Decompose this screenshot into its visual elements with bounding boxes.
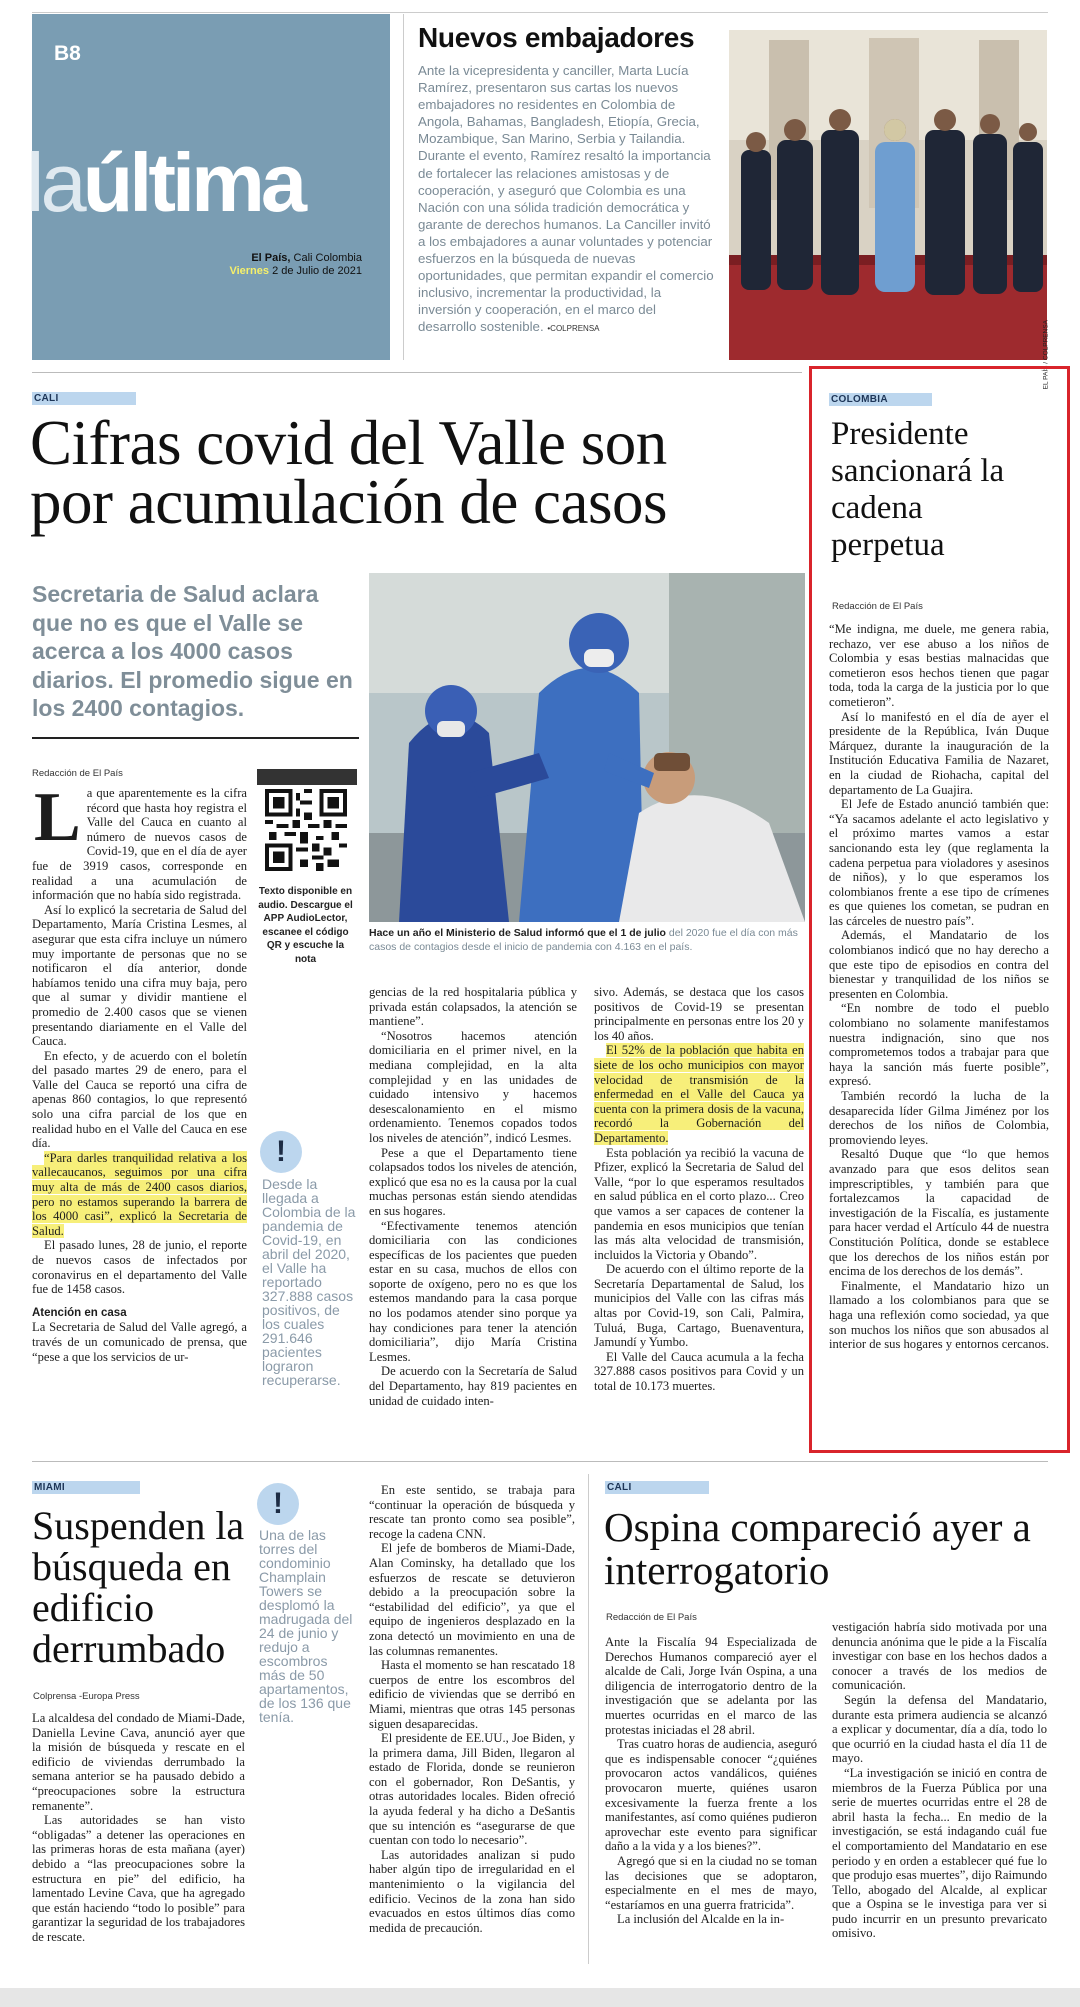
photo-credit: EL PAÍS / COLPRENSA (1042, 320, 1049, 390)
logo: laúltima (26, 136, 304, 229)
masthead (26, 14, 390, 360)
qr-bar (257, 769, 357, 785)
photo-caption: Hace un año el Ministerio de Salud informó que el 1 de julio del 2020 fue el día con más casos de contagios desde el inicio de pandemia con 4.163 en el país. (369, 927, 798, 953)
main-deck: Secretaria de Salud aclara que no es que el Valle se acerca a los 4000 casos diarios. El promedio sigue en los 2400 contagios. (32, 581, 353, 721)
ospina-col-1: Ante la Fiscalía 94 Especializada de Derechos Humanos compareció ayer el alcalde de Cali, Jorge Iván Ospina, a una diligencia de interrogatorio dentro de la investigación que se adelanta por las muertes ocurridas en el marco de las protestas iniciadas el 28 abril. Tras cuatro horas de audiencia, aseguró que es indispensable conocer “¿quiénes provocaron actos vandálicos, quiénes provocaron muerte, quiénes usaron excesivamente la fuerza frente a los manifestantes, así como quiénes pudieron aprovechar este evento para significar daño a la vida y a los bienes?”. Agregó que si en la ciudad no se toman las decisiones que se adoptaron, especialmente en el mes de mayo, “estaríamos en una guerra fratricida”. La inclusión del Alcalde en la in- (605, 1635, 817, 1927)
bottom-section-rule (32, 1461, 1048, 1462)
miami-col-3: En este sentido, se trabaja para “continuar la operación de búsqueda y rescate tan pronto como sea posible”, recoge la cadena CNN. El jefe de bomberos de Miami-Dade, Alan Cominsky, ha detallado que los esfuerzos de rescate se detuvieron debido a la preocupación sobre la “estabilidad del edificio”, ya que el equipo de ingenieros desplazado en la zona detectó un movimiento en una de las columnas remanentes. Hasta el momento se han rescatado 18 cuerpos de entre los escombros del edificio de viviendas que se derribó en Miami, mientras que otras 145 personas siguen desaparecidas. El presidente de EE.UU., Joe Biden, y la primera dama, Jill Biden, llegaron al estado de Florida, donde se reunieron con el gobernador, Ron DeSantis, y otras autoridades locales. Biden ofreció la ayuda federal y ha dicho a DeSantis que su intención es “asegurarse de que cuentan con todo lo necesario”. Las autoridades analizan si pudo haber algún tipo de irregularidad en el mantenimiento o la vigilancia del edificio. Vecinos de la zona han sido evacuados en estos últimos días como medida de precaución. (369, 1483, 575, 1935)
top-story-divider (403, 14, 404, 360)
main-col-4: sivo. Además, se destaca que los casos positivos de Covid-19 se presentan principalmente en personas entre los 20 y los 40 años. El 52% de la población que habita en siete de los ocho municipios con mayor velocidad de transmisión de la enfermedad en el Valle del Cauca ya cuenta con la primera dosis de la vacuna, recordó la Gobernación del Departamento. Esta población ya recibió la vacuna de Pfizer, explicó la Secretaria de Salud del Valle, “por lo que esperamos resultados en salud pública en el corto plazo... Creo que vamos a ser capaces de contener la pandemia en esos municipios que tenían las más alta velocidad de transmisión, incluidos la Victoria y Obando”. De acuerdo con el último reporte de la Secretaría Departamental de Salud, los municipios del Valle con las cifras más altas por Covid-19, son Cali, Palmira, Tuluá, Buga, Cartago, Buenaventura, Jamundí y Yumbo. El Valle del Cauca acumula a la fecha 327.888 casos positivos para Covid y un total de 10.173 muertes. (594, 985, 804, 1394)
main-headline: Cifras covid del Valle son por acumulación de casos (30, 408, 668, 537)
highlighted-quote: “Para darles tranquilidad relativa a los vallecaucanos, seguimos por una cifra muy alta de más de 2400 casos diarios, pero no estamos superando la barrera de los 4000 casi”, explicó la Secretaria de Salud. (32, 1150, 247, 1238)
ambassadors-photo (729, 30, 1049, 390)
top-story-headline: Nuevos embajadores (418, 22, 695, 53)
section-tag-cali: CALI (32, 392, 136, 405)
section-tag-cali-2: CALI (605, 1481, 709, 1494)
subhead-atencion: Atención en casa (32, 1306, 127, 1319)
ospina-divider (588, 1474, 589, 1964)
page-footer-band (0, 1988, 1080, 2007)
dropcap: L (34, 779, 81, 856)
qr-code[interactable] (265, 789, 347, 871)
top-story-body: Ante la vicepresidenta y canciller, Marta Lucía Ramírez, presentaron sus cartas los nuevos embajadores no residentes en Colombia de Angola, Bahamas, Bangladesh, Etiopía, Grecia, Mozambique, San Marino, Serbia y Tailandia. Durante el evento, Ramírez resaltó la importancia de fortalecer las relaciones amistosas y de cooperación, y aseguró que Colombia es una Nación con una sólida tradición democrática y garante de derechos humanos. La Canciller invitó a los embajadores a aunar voluntades y potenciar esfuerzos en la búsqueda de nuevas oportunidades, que permitan expandir el comercio inclusivo, incrementar la productividad, la inversión y cooperación, en el marco del desarrollo sostenible. •COLPRENSA (418, 63, 714, 335)
right-story-body: “Me indigna, me duele, me genera rabia, rechazo, ver ese abuso a los niños de Colombia y esas bestias malnacidas que cometieron esos hechos tienen que pagar toda, toda la carga de la justicia por lo que cometieron”. Así lo manifestó en el día de ayer el presidente de la República, Iván Duque Márquez, durante la inauguración de la Institución Educativa Familia de Nazaret, en la ciudad de Riohacha, capital del departamento de La Guajira. El Jefe de Estado anunció también que: “Ya sacamos adelante el acto legislativo y el próximo martes vamos a estar sancionando esta ley (que reglamenta la cadena perpetua para violadores y asesinos de niños), y lo que esperamos los colombianos frente a ese tipo de crímenes es que quienes los cometan, se pudran en las cárceles de nuestro país”. Además, el Mandatario de los colombianos indicó que no hay derecho a que este tipo de episodios en contra del bienestar y tranquilidad de los niños se presenten en Colombia. “En nombre de todo el pueblo colombiano no solamente manifestamos nuestra indignación, sino que nos comprometemos todos a trabajar para que haya la sanción más fuerte posible”, expresó. También recordó la lucha de la desaparecida líder Gilma Jiménez por los derechos de los niños de Colombia, promoviendo leyes. Resaltó Duque que “lo que hemos avanzado para que esos delitos sean imprescriptibles, y también para que fortalezcamos la capacidad de investigación de la Fiscalía, es justamente para hacer verdad el Artículo 44 de nuestra Constitución Política, donde se establece que los derechos de los niños están por encima de los derechos de los demás”. Finalmente, el Mandatario hizo un llamado a los colombianos para que se haga una reflexión como sociedad, ya que son muchos los niños que son abusados al interior de sus hogares y entornos cercanos. (829, 622, 1049, 1352)
right-byline: Redacción de El País (832, 601, 923, 612)
qr-caption: Texto disponible en audio. Descargue el APP AudioLector, escanee el código QR y escuche la nota (258, 886, 353, 965)
right-headline: Presidente sancionará la cadena perpetua (831, 416, 1005, 563)
section-tag-colombia: COLOMBIA (829, 393, 932, 406)
exclamation-icon: ! (257, 1483, 299, 1525)
section-tag-miami: MIAMI (32, 1481, 140, 1494)
top-section-rule (32, 372, 802, 373)
edition-date: El País, Cali Colombia Viernes 2 de Julio de 2021 (229, 252, 362, 277)
miami-headline: Suspenden la búsqueda en edificio derrumbado (32, 1503, 245, 1671)
deck-rule (32, 737, 359, 739)
miami-col-1: La alcaldesa del condado de Miami-Dade, Daniella Levine Cava, anunció ayer que la misión de búsqueda y rescate en el edificio de viviendas derrumbado la semana anterior se ha pausado debido a “preocupaciones sobre la estructura remanente”. Las autoridades se han visto “obligadas” a detener las operaciones en las primeras horas de esta mañana (ayer) debido a “las preocupaciones sobre la estructura en pie” del edificio, ha lamentado Levine Cava, que ha agregado que están haciendo “todo lo posible” para garantizar la seguridad de los trabajadores de rescate. (32, 1711, 245, 1944)
exclamation-icon: ! (260, 1131, 302, 1173)
ospina-col-2: vestigación habría sido motivada por una denuncia anónima que le pide a la Fiscalía investigar con base en los hechos dados a conocer a través de los medios de comunicación. Según la defensa del Mandatario, durante esta primera audiencia se alcanzó a explicar y documentar, día a día, todo lo que ocurrió en la ciudad hasta el día 11 de mayo. “La investigación se inició en contra de miembros de la Fuerza Pública por una serie de muertes ocurridas entre el 28 de abril hasta la fecha... En medio de la investigación, se está indagando cuál fue el comportamiento del Mandatario en ese periodo y en orden a establecer qué fue lo que produjo esas muertes”, dijo Raimundo Tello, abogado del Alcalde, al explicar que a Ospina se le investiga para ver si pudo incurrir en un presunto prevaricato omisivo. (832, 1620, 1047, 1941)
miami-pullquote: Una de las torres del condominio Champlain Towers se desplomó la madrugada del 24 de junio y redujo a escombros más de 50 apartamentos, de los 136 que tenía. (259, 1527, 353, 1725)
miami-byline: Colprensa -Europa Press (33, 1691, 140, 1702)
pullquote: Desde la llegada a Colombia de la pandemia de Covid-19, en abril del 2020, el Valle ha reportado 327.888 casos positivos, de los cuales 291.646 pacientes lograron recuperarse. (262, 1176, 356, 1388)
highlighted-paragraph: El 52% de la población que habita en siete de los ocho municipios con mayor velocidad de transmisión de la enfermedad en el Valle del Cauca ya cuenta con la primera dosis de la vacuna, recordó la Gobernación del Departamento. (594, 1043, 804, 1145)
ospina-headline: Ospina compareció ayer a interrogatorio (604, 1504, 1031, 1593)
main-byline: Redacción de El País (32, 768, 123, 779)
covid-test-photo (369, 573, 805, 922)
top-rule (32, 12, 1048, 13)
main-col-3: gencias de la red hospitalaria pública y privada están colapsados, la atención se mantiene”. “Nosotros hacemos atención domiciliaria en el primer nivel, en la mediana complejidad, en la alta complejidad y en las unidades de cuidado intensivo y hacemos desescalonamiento en el mismo ordenamiento. Tenemos copados todos los niveles de atención”, indicó Lesmes. Pese a que el Departamento tiene colapsados todos los niveles de atención, explicó que esa no es la causa por la cual muchas personas están siendo atendidas en sus hogares. “Efectivamente tenemos atención domiciliaria con las condiciones específicas de los pacientes que pueden estar en su casa, muchos de ellos con soporte de oxígeno, pero no es que los estemos mandando para la casa porque no los podamos atender sino porque ya hay condiciones para tener la atención domiciliaria”, dijo María Cristina Lesmes. De acuerdo con la Secretaría de Salud del Departamento, hay 819 pacientes en unidad de cuidado inten- (369, 985, 577, 1408)
ospina-byline: Redacción de El País (606, 1612, 697, 1623)
main-col-1: L a que aparentemente es la cifra récord que hasta hoy registra el Valle del Cauca en cuanto al número de nuevos casos de Covid-19, que en el día de ayer fue de 3919 casos, corresponde en realidad a una acumulación de información que no había sido registrada. Así lo explicó la secretaria de Salud del Departamento, María Cristina Lesmes, al asegurar que esta cifra incluye un número muy importante de personas que no se notificaron el día anterior, donde habíamos tenido una cifra muy baja, pero que al sumar y dividir mantiene el promedio de 2.400 casos que se vienen presentando diariamente en el Valle del Cauca. En efecto, y de acuerdo con el boletín del pasado martes 29 de enero, para el Valle del Cauca se reportó una cifra de apenas 860 contagios, lo que representó solo una cifra parcial de los que en realidad hubo en el Valle del Cauca en ese día. “Para darles tranquilidad relativa a los vallecaucanos, seguimos por una cifra muy alta de más de 2400 casos diarios, pero no estamos superando la barrera de los 4000 casi”, explicó la Secretaria de Salud. El pasado lunes, 28 de junio, el reporte de nuevos casos de infectados por coronavirus en el departamento del Valle fue de 1458 casos. Atención en casa La Secretaria de Salud del Valle agregó, a través de un comunicado de prensa, que “pese a que los servicios de ur- (32, 779, 247, 1364)
page-number: B8 (54, 42, 81, 65)
